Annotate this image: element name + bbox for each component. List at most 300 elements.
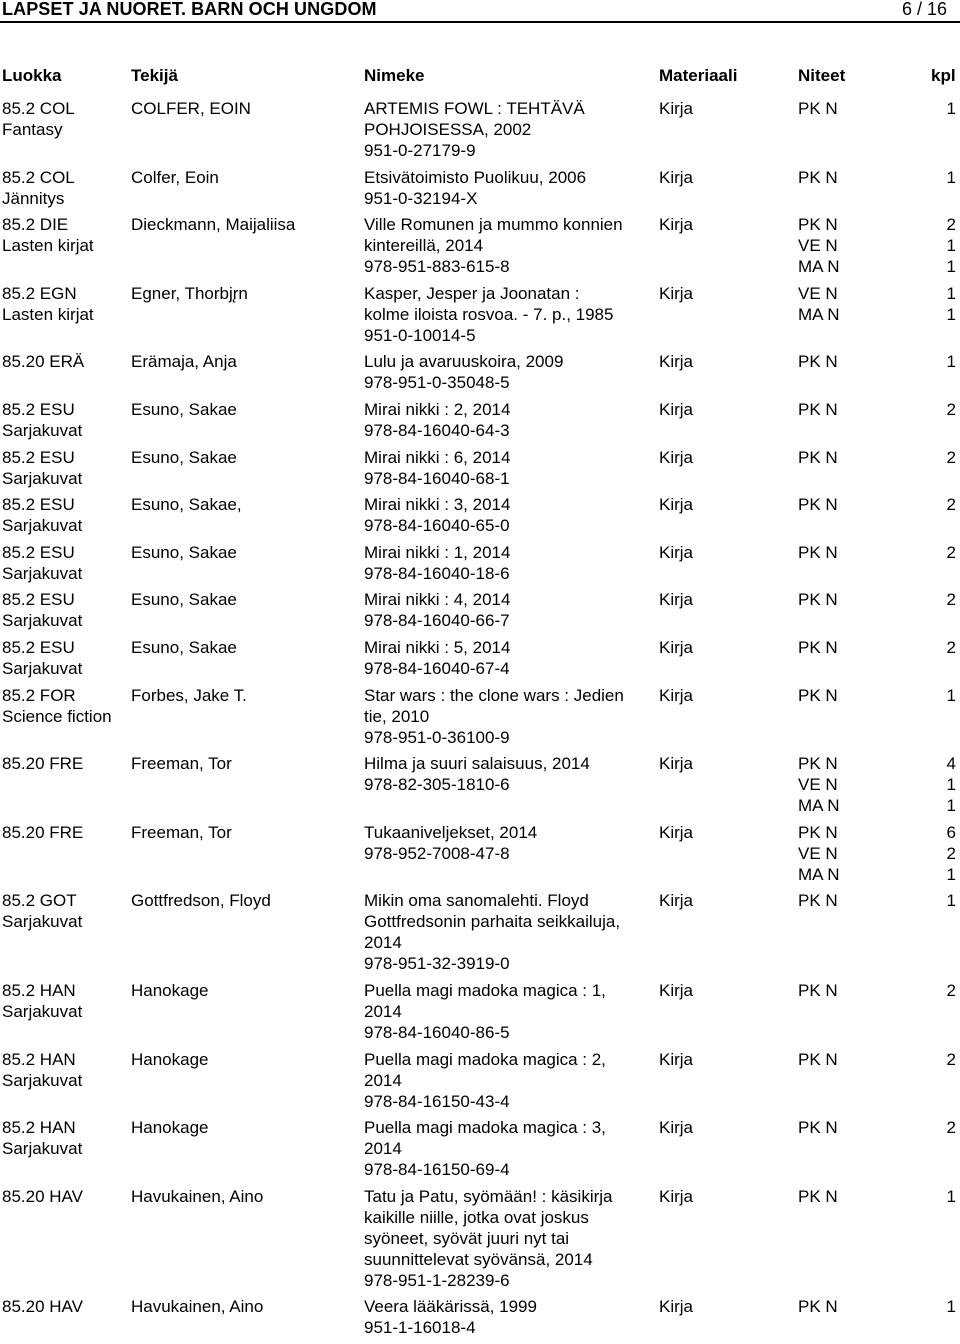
cell-luokka-line: Sarjakuvat bbox=[2, 563, 83, 583]
column-header-kpl: kpl bbox=[931, 66, 956, 85]
cell-niteet bbox=[798, 1049, 838, 1070]
cell-kpl-line: 2 bbox=[946, 843, 956, 863]
cell-nimeke-line: 978-84-16040-68-1 bbox=[364, 468, 510, 488]
cell-nimeke bbox=[364, 1117, 649, 1180]
cell-luokka-line: Sarjakuvat bbox=[2, 1070, 83, 1090]
cell-materiaali-line: Kirja bbox=[659, 637, 694, 657]
cell-luokka-line: 85.20 ERÄ bbox=[2, 352, 85, 372]
cell-kpl bbox=[940, 214, 956, 277]
catalog-row bbox=[0, 447, 960, 495]
cell-kpl bbox=[940, 637, 956, 658]
cell-niteet bbox=[798, 351, 838, 372]
cell-nimeke-line: Mirai nikki : 3, 2014 bbox=[364, 495, 511, 515]
cell-nimeke-line: 978-84-16040-67-4 bbox=[364, 658, 510, 678]
cell-tekija-line: Forbes, Jake T. bbox=[131, 685, 247, 705]
cell-nimeke bbox=[364, 351, 649, 393]
cell-nimeke bbox=[364, 214, 649, 277]
cell-materiaali-line: Kirja bbox=[659, 447, 694, 467]
cell-nimeke-line: 978-84-16040-86-5 bbox=[364, 1022, 510, 1042]
cell-nimeke-line: Ville Romunen ja mummo konnien bbox=[364, 215, 623, 235]
cell-nimeke bbox=[364, 283, 649, 346]
cell-nimeke bbox=[364, 685, 649, 748]
cell-materiaali bbox=[659, 167, 693, 188]
cell-nimeke bbox=[364, 98, 649, 161]
cell-kpl-line: 1 bbox=[946, 236, 956, 256]
cell-kpl-line: 2 bbox=[946, 542, 956, 562]
column-header-materiaali: Materiaali bbox=[659, 66, 738, 85]
cell-nimeke-line: 951-1-16018-4 bbox=[364, 1318, 476, 1338]
cell-kpl bbox=[940, 447, 956, 468]
catalog-row bbox=[0, 1117, 960, 1186]
catalog-row bbox=[0, 1296, 960, 1344]
cell-niteet bbox=[798, 980, 838, 1001]
cell-luokka-line: Sarjakuvat bbox=[2, 1001, 83, 1021]
cell-nimeke bbox=[364, 1186, 649, 1291]
cell-kpl-line: 1 bbox=[946, 864, 956, 884]
cell-materiaali-line: Kirja bbox=[659, 352, 694, 372]
cell-nimeke-line: Star wars : the clone wars : Jedien bbox=[364, 685, 624, 705]
cell-luokka-line: 85.2 GOT bbox=[2, 891, 77, 911]
cell-luokka-line: 85.2 DIE bbox=[2, 215, 69, 235]
cell-niteet-line: PK N bbox=[798, 495, 838, 515]
cell-nimeke-line: syöneet, syövät juuri nyt tai bbox=[364, 1228, 570, 1248]
catalog-row bbox=[0, 98, 960, 167]
cell-niteet bbox=[798, 447, 838, 468]
cell-niteet bbox=[798, 542, 838, 563]
column-headers bbox=[0, 66, 960, 88]
cell-kpl bbox=[940, 1049, 956, 1070]
cell-luokka-line: 85.2 FOR bbox=[2, 685, 76, 705]
cell-luokka-line: 85.2 ESU bbox=[2, 495, 75, 515]
cell-niteet-line: VE N bbox=[798, 283, 838, 303]
cell-luokka bbox=[2, 351, 130, 372]
cell-niteet-line: PK N bbox=[798, 891, 838, 911]
cell-kpl bbox=[940, 283, 956, 325]
cell-tekija bbox=[131, 637, 361, 658]
cell-tekija-line: Esuno, Sakae, bbox=[131, 495, 242, 515]
cell-tekija bbox=[131, 542, 361, 563]
cell-nimeke bbox=[364, 167, 649, 209]
cell-luokka-line: Sarjakuvat bbox=[2, 611, 83, 631]
column-header-nimeke: Nimeke bbox=[364, 66, 425, 85]
cell-tekija-line: Egner, Thorbjr̨n bbox=[131, 283, 248, 303]
cell-kpl bbox=[940, 822, 956, 885]
cell-kpl-line: 4 bbox=[946, 754, 956, 774]
cell-niteet bbox=[798, 637, 838, 658]
cell-tekija-line: COLFER, EOIN bbox=[131, 99, 251, 118]
cell-luokka bbox=[2, 447, 130, 489]
catalog-row bbox=[0, 589, 960, 637]
cell-luokka bbox=[2, 1117, 130, 1159]
cell-niteet-line: PK N bbox=[798, 1049, 838, 1069]
cell-nimeke-line: Mirai nikki : 4, 2014 bbox=[364, 590, 511, 610]
cell-niteet bbox=[798, 822, 840, 885]
cell-nimeke-line: 951-0-27179-9 bbox=[364, 141, 476, 160]
catalog-row bbox=[0, 822, 960, 891]
cell-nimeke-line: kintereillä, 2014 bbox=[364, 236, 484, 256]
catalog-row bbox=[0, 753, 960, 822]
cell-kpl-line: 1 bbox=[946, 99, 956, 118]
cell-niteet-line: PK N bbox=[798, 447, 838, 467]
cell-nimeke-line: 978-951-1-28239-6 bbox=[364, 1270, 510, 1290]
cell-kpl-line: 2 bbox=[946, 215, 956, 235]
cell-luokka bbox=[2, 542, 130, 584]
page-header bbox=[0, 0, 960, 22]
cell-nimeke-line: 2014 bbox=[364, 933, 402, 953]
cell-luokka-line: Science fiction bbox=[2, 706, 112, 726]
cell-materiaali bbox=[659, 98, 693, 119]
cell-niteet bbox=[798, 890, 838, 911]
cell-luokka-line: 85.20 HAV bbox=[2, 1297, 83, 1317]
cell-tekija bbox=[131, 1049, 361, 1070]
header-rule bbox=[0, 21, 960, 23]
cell-luokka bbox=[2, 637, 130, 679]
cell-luokka-line: Fantasy bbox=[2, 120, 63, 139]
cell-nimeke-line: Puella magi madoka magica : 2, bbox=[364, 1049, 606, 1069]
cell-luokka-line: Sarjakuvat bbox=[2, 420, 83, 440]
cell-niteet-line: PK N bbox=[798, 542, 838, 562]
cell-luokka bbox=[2, 753, 130, 774]
cell-nimeke-line: Mikin oma sanomalehti. Floyd bbox=[364, 891, 589, 911]
cell-nimeke-line: suunnittelevat syövänsä, 2014 bbox=[364, 1249, 593, 1269]
cell-kpl bbox=[940, 753, 956, 816]
cell-niteet-line: PK N bbox=[798, 167, 838, 187]
cell-materiaali bbox=[659, 447, 693, 468]
column-header-niteet: Niteet bbox=[798, 66, 846, 85]
cell-materiaali-line: Kirja bbox=[659, 399, 694, 419]
cell-luokka-line: 85.20 FRE bbox=[2, 822, 84, 842]
cell-nimeke-line: kaikille niille, jotka ovat joskus bbox=[364, 1207, 589, 1227]
cell-tekija bbox=[131, 1117, 361, 1138]
cell-materiaali-line: Kirja bbox=[659, 99, 694, 118]
cell-tekija-line: Esuno, Sakae bbox=[131, 447, 237, 467]
cell-materiaali bbox=[659, 753, 693, 774]
cell-niteet bbox=[798, 1186, 838, 1207]
cell-nimeke-line: 951-0-10014-5 bbox=[364, 325, 476, 345]
cell-materiaali-line: Kirja bbox=[659, 167, 694, 187]
cell-nimeke-line: 978-951-0-35048-5 bbox=[364, 373, 510, 393]
cell-luokka-line: 85.2 ESU bbox=[2, 447, 75, 467]
catalog-row bbox=[0, 283, 960, 352]
cell-nimeke-line: 978-952-7008-47-8 bbox=[364, 843, 510, 863]
cell-materiaali bbox=[659, 1117, 693, 1138]
cell-tekija-line: Havukainen, Aino bbox=[131, 1186, 264, 1206]
cell-tekija-line: Erämaja, Anja bbox=[131, 352, 237, 372]
cell-nimeke-line: 978-84-16040-18-6 bbox=[364, 563, 510, 583]
cell-materiaali bbox=[659, 283, 693, 304]
cell-tekija-line: Hanokage bbox=[131, 980, 209, 1000]
cell-nimeke bbox=[364, 980, 649, 1043]
cell-luokka-line: 85.2 COL bbox=[2, 167, 75, 187]
cell-niteet bbox=[798, 399, 838, 420]
cell-luokka-line: 85.2 HAN bbox=[2, 980, 76, 1000]
cell-luokka-line: 85.2 HAN bbox=[2, 1049, 76, 1069]
cell-tekija bbox=[131, 447, 361, 468]
cell-nimeke-line: 978-951-32-3919-0 bbox=[364, 954, 510, 974]
cell-nimeke bbox=[364, 822, 649, 864]
cell-nimeke bbox=[364, 447, 649, 489]
cell-materiaali bbox=[659, 1296, 693, 1317]
cell-luokka bbox=[2, 589, 130, 631]
cell-luokka-line: 85.2 ESU bbox=[2, 542, 75, 562]
cell-materiaali-line: Kirja bbox=[659, 980, 694, 1000]
cell-materiaali-line: Kirja bbox=[659, 754, 694, 774]
cell-niteet-line: PK N bbox=[798, 590, 838, 610]
page-number: 6 / 16 bbox=[901, 0, 947, 19]
cell-nimeke-line: Tukaaniveljekset, 2014 bbox=[364, 822, 538, 842]
cell-luokka-line: Jännitys bbox=[2, 188, 65, 208]
cell-luokka bbox=[2, 1049, 130, 1091]
cell-tekija-line: Gottfredson, Floyd bbox=[131, 891, 271, 911]
cell-luokka bbox=[2, 890, 130, 932]
cell-materiaali bbox=[659, 214, 693, 235]
cell-materiaali bbox=[659, 542, 693, 563]
cell-tekija bbox=[131, 351, 361, 372]
cell-luokka-line: 85.20 HAV bbox=[2, 1186, 83, 1206]
catalog-row bbox=[0, 685, 960, 754]
cell-niteet-line: MA N bbox=[798, 796, 840, 816]
cell-nimeke bbox=[364, 589, 649, 631]
cell-luokka-line: 85.20 FRE bbox=[2, 754, 84, 774]
cell-niteet bbox=[798, 685, 838, 706]
cell-kpl-line: 2 bbox=[946, 590, 956, 610]
cell-materiaali bbox=[659, 399, 693, 420]
column-header-luokka: Luokka bbox=[2, 66, 62, 85]
cell-materiaali bbox=[659, 351, 693, 372]
cell-nimeke-line: 978-951-883-615-8 bbox=[364, 257, 510, 277]
cell-nimeke bbox=[364, 494, 649, 536]
cell-niteet bbox=[798, 494, 838, 515]
cell-materiaali-line: Kirja bbox=[659, 542, 694, 562]
catalog-row bbox=[0, 890, 960, 980]
cell-nimeke-line: tie, 2010 bbox=[364, 706, 430, 726]
cell-niteet-line: PK N bbox=[798, 352, 838, 372]
cell-kpl-line: 2 bbox=[946, 980, 956, 1000]
cell-tekija-line: Dieckmann, Maijaliisa bbox=[131, 215, 296, 235]
cell-kpl-line: 1 bbox=[946, 1297, 956, 1317]
cell-tekija bbox=[131, 822, 361, 843]
cell-tekija-line: Esuno, Sakae bbox=[131, 590, 237, 610]
cell-kpl-line: 2 bbox=[946, 495, 956, 515]
cell-luokka-line: 85.2 COL bbox=[2, 99, 75, 118]
cell-niteet-line: PK N bbox=[798, 399, 838, 419]
cell-luokka-line: Lasten kirjat bbox=[2, 236, 94, 256]
cell-kpl bbox=[940, 542, 956, 563]
cell-nimeke bbox=[364, 890, 649, 974]
cell-materiaali bbox=[659, 980, 693, 1001]
cell-nimeke-line: ARTEMIS FOWL : TEHTÄVÄ bbox=[364, 99, 585, 118]
cell-kpl bbox=[940, 351, 956, 372]
cell-niteet-line: PK N bbox=[798, 215, 838, 235]
cell-nimeke bbox=[364, 542, 649, 584]
cell-nimeke bbox=[364, 1049, 649, 1112]
cell-nimeke-line: Puella magi madoka magica : 1, bbox=[364, 980, 606, 1000]
cell-tekija-line: Hanokage bbox=[131, 1049, 209, 1069]
catalog-row bbox=[0, 214, 960, 283]
cell-materiaali-line: Kirja bbox=[659, 822, 694, 842]
cell-kpl bbox=[940, 494, 956, 515]
cell-luokka bbox=[2, 399, 130, 441]
cell-materiaali-line: Kirja bbox=[659, 590, 694, 610]
cell-luokka bbox=[2, 214, 130, 256]
cell-tekija bbox=[131, 980, 361, 1001]
cell-niteet-line: MA N bbox=[798, 257, 840, 277]
cell-luokka-line: 85.2 ESU bbox=[2, 399, 75, 419]
catalog-row bbox=[0, 637, 960, 685]
cell-nimeke-line: Puella magi madoka magica : 3, bbox=[364, 1118, 606, 1138]
catalog-row bbox=[0, 1186, 960, 1297]
cell-kpl-line: 2 bbox=[946, 399, 956, 419]
cell-niteet bbox=[798, 753, 840, 816]
cell-tekija-line: Esuno, Sakae bbox=[131, 637, 237, 657]
cell-niteet-line: PK N bbox=[798, 637, 838, 657]
cell-kpl-line: 1 bbox=[946, 304, 956, 324]
cell-luokka-line: 85.2 ESU bbox=[2, 637, 75, 657]
cell-nimeke-line: 978-84-16040-66-7 bbox=[364, 611, 510, 631]
cell-kpl-line: 1 bbox=[946, 257, 956, 277]
cell-tekija-line: Havukainen, Aino bbox=[131, 1297, 264, 1317]
cell-nimeke-line: Mirai nikki : 1, 2014 bbox=[364, 542, 511, 562]
cell-tekija-line: Esuno, Sakae bbox=[131, 542, 237, 562]
cell-luokka-line: Sarjakuvat bbox=[2, 658, 83, 678]
catalog-row bbox=[0, 399, 960, 447]
cell-luokka-line: 85.2 ESU bbox=[2, 590, 75, 610]
cell-nimeke-line: kolme iloista rosvoa. - 7. p., 1985 bbox=[364, 304, 614, 324]
cell-kpl bbox=[940, 890, 956, 911]
cell-niteet-line: PK N bbox=[798, 1186, 838, 1206]
cell-luokka bbox=[2, 685, 130, 727]
cell-materiaali-line: Kirja bbox=[659, 283, 694, 303]
cell-nimeke-line: POHJOISESSA, 2002 bbox=[364, 120, 532, 139]
cell-materiaali-line: Kirja bbox=[659, 215, 694, 235]
cell-nimeke-line: Lulu ja avaruuskoira, 2009 bbox=[364, 352, 564, 372]
cell-tekija bbox=[131, 1296, 361, 1317]
cell-kpl-line: 1 bbox=[946, 891, 956, 911]
cell-niteet bbox=[798, 167, 838, 188]
cell-luokka bbox=[2, 494, 130, 536]
cell-tekija-line: Freeman, Tor bbox=[131, 754, 232, 774]
cell-luokka-line: 85.2 EGN bbox=[2, 283, 77, 303]
cell-niteet-line: PK N bbox=[798, 1297, 838, 1317]
cell-kpl bbox=[940, 589, 956, 610]
cell-kpl bbox=[940, 1117, 956, 1138]
cell-luokka-line: Lasten kirjat bbox=[2, 304, 94, 324]
cell-luokka bbox=[2, 283, 130, 325]
cell-materiaali-line: Kirja bbox=[659, 685, 694, 705]
cell-materiaali-line: Kirja bbox=[659, 1297, 694, 1317]
catalog-row bbox=[0, 494, 960, 542]
cell-nimeke-line: Mirai nikki : 6, 2014 bbox=[364, 447, 511, 467]
cell-tekija-line: Esuno, Sakae bbox=[131, 399, 237, 419]
cell-tekija bbox=[131, 98, 361, 119]
cell-niteet-line: MA N bbox=[798, 864, 840, 884]
cell-niteet bbox=[798, 283, 840, 325]
cell-kpl bbox=[940, 980, 956, 1001]
cell-nimeke-line: 2014 bbox=[364, 1070, 402, 1090]
cell-nimeke-line: Mirai nikki : 2, 2014 bbox=[364, 399, 511, 419]
cell-nimeke-line: Etsivätoimisto Puolikuu, 2006 bbox=[364, 167, 587, 187]
cell-materiaali bbox=[659, 822, 693, 843]
cell-kpl-line: 1 bbox=[946, 352, 956, 372]
cell-luokka-line: 85.2 HAN bbox=[2, 1118, 76, 1138]
cell-niteet-line: VE N bbox=[798, 843, 838, 863]
cell-luokka bbox=[2, 822, 130, 843]
cell-nimeke bbox=[364, 1296, 649, 1338]
cell-luokka bbox=[2, 167, 130, 209]
cell-kpl-line: 1 bbox=[946, 1186, 956, 1206]
cell-nimeke-line: 978-951-0-36100-9 bbox=[364, 727, 510, 747]
cell-nimeke-line: 2014 bbox=[364, 1139, 402, 1159]
cell-nimeke bbox=[364, 637, 649, 679]
cell-kpl bbox=[940, 685, 956, 706]
cell-niteet bbox=[798, 589, 838, 610]
cell-niteet-line: PK N bbox=[798, 99, 838, 118]
cell-luokka-line: Sarjakuvat bbox=[2, 1139, 83, 1159]
cell-niteet-line: MA N bbox=[798, 304, 840, 324]
cell-nimeke-line: Hilma ja suuri salaisuus, 2014 bbox=[364, 754, 590, 774]
cell-nimeke-line: 978-84-16040-64-3 bbox=[364, 420, 510, 440]
cell-niteet bbox=[798, 1117, 838, 1138]
cell-tekija-line: Freeman, Tor bbox=[131, 822, 232, 842]
catalog-list bbox=[0, 98, 960, 1344]
cell-luokka bbox=[2, 1186, 130, 1207]
catalog-row bbox=[0, 980, 960, 1049]
cell-kpl-line: 1 bbox=[946, 775, 956, 795]
cell-kpl bbox=[940, 1186, 956, 1207]
cell-materiaali-line: Kirja bbox=[659, 1049, 694, 1069]
cell-tekija bbox=[131, 753, 361, 774]
cell-materiaali-line: Kirja bbox=[659, 495, 694, 515]
cell-materiaali bbox=[659, 494, 693, 515]
page-header-title: LAPSET JA NUORET. BARN OCH UNGDOM bbox=[2, 0, 377, 19]
cell-tekija bbox=[131, 589, 361, 610]
cell-kpl-line: 2 bbox=[946, 1118, 956, 1138]
cell-niteet-line: PK N bbox=[798, 754, 838, 774]
cell-tekija bbox=[131, 494, 361, 515]
cell-nimeke bbox=[364, 753, 649, 795]
cell-nimeke-line: 978-84-16150-43-4 bbox=[364, 1091, 510, 1111]
cell-nimeke-line: Gottfredsonin parhaita seikkailuja, bbox=[364, 912, 621, 932]
cell-niteet-line: VE N bbox=[798, 236, 838, 256]
cell-kpl-line: 1 bbox=[946, 167, 956, 187]
catalog-row bbox=[0, 1049, 960, 1118]
cell-materiaali bbox=[659, 637, 693, 658]
cell-niteet bbox=[798, 1296, 838, 1317]
cell-nimeke-line: 951-0-32194-X bbox=[364, 188, 478, 208]
cell-kpl-line: 6 bbox=[946, 822, 956, 842]
cell-materiaali bbox=[659, 1049, 693, 1070]
cell-tekija bbox=[131, 214, 361, 235]
cell-materiaali bbox=[659, 589, 693, 610]
cell-materiaali-line: Kirja bbox=[659, 1186, 694, 1206]
cell-niteet-line: PK N bbox=[798, 980, 838, 1000]
cell-nimeke-line: Veera lääkärissä, 1999 bbox=[364, 1297, 537, 1317]
cell-nimeke-line: Kasper, Jesper ja Joonatan : bbox=[364, 283, 580, 303]
cell-nimeke-line: Tatu ja Patu, syömään! : käsikirja bbox=[364, 1186, 613, 1206]
cell-luokka-line: Sarjakuvat bbox=[2, 516, 83, 536]
cell-materiaali bbox=[659, 685, 693, 706]
cell-kpl-line: 1 bbox=[946, 283, 956, 303]
cell-kpl bbox=[940, 98, 956, 119]
cell-luokka-line: Sarjakuvat bbox=[2, 912, 83, 932]
cell-kpl bbox=[940, 167, 956, 188]
cell-kpl-line: 1 bbox=[946, 796, 956, 816]
cell-niteet-line: PK N bbox=[798, 822, 838, 842]
cell-niteet-line: PK N bbox=[798, 1118, 838, 1138]
cell-kpl bbox=[940, 1296, 956, 1317]
cell-tekija-line: Colfer, Eoin bbox=[131, 167, 219, 187]
cell-niteet bbox=[798, 98, 838, 119]
